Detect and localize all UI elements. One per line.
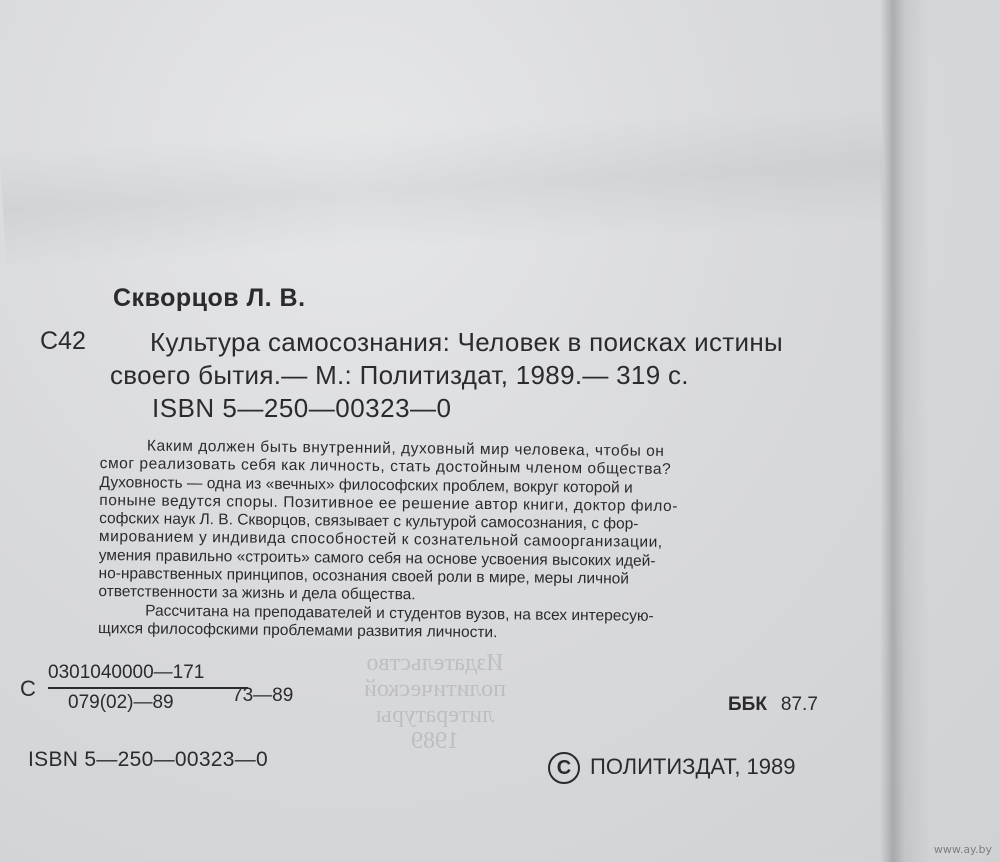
- annotation-line: Духовность — одна из «вечных» философских проблем, вокруг которой и: [99, 473, 633, 497]
- copyright-line: [548, 752, 796, 784]
- index-numerator: 0301040000—171: [48, 662, 205, 683]
- annotation-line: смог реализовать себя как личность, стать достойным членом общества?: [99, 455, 672, 479]
- fraction-bar: [48, 687, 248, 689]
- show-through-text: [315, 650, 555, 754]
- bbk-label: ББК: [728, 694, 767, 715]
- site-watermark: www.ay.by: [933, 843, 992, 856]
- annotation-line: но-нравственных принципов, осознания своей роли в мире, меры личной: [98, 565, 630, 588]
- author-name: Скворцов Л. В.: [113, 284, 306, 312]
- show-through-line: политической: [364, 676, 506, 702]
- annotation-line: Каким должен быть внутренний, духовный мир человека, чтобы он: [146, 437, 665, 460]
- title-line-1: Культура самосознания: Человек в поисках истины: [150, 327, 783, 357]
- annotation-line: умения правильно «строить» самого себя на основе усвоения высоких идей-: [98, 546, 656, 570]
- page-fold-shadow: [0, 104, 885, 270]
- annotation-text: [98, 437, 860, 646]
- title-line-2: своего бытия.— М.: Политиздат, 1989.— 319 с.: [110, 360, 689, 390]
- index-denominator: 079(02)—89: [68, 692, 174, 713]
- publisher-name: ПОЛИТИЗДАТ, 1989: [590, 753, 796, 779]
- classification-code: С42: [40, 327, 86, 355]
- isbn-record: ISBN 5—250—00323—0: [152, 393, 452, 423]
- annotation-line: ответственности за жизнь и дела общества.: [98, 583, 416, 604]
- isbn-footer: ISBN 5—250—00323—0: [28, 748, 269, 771]
- annotation-line: софских наук Л. В. Скворцов, связывает с культурой самосознания, с фор-: [99, 510, 639, 533]
- index-letter: С: [20, 676, 36, 701]
- show-through-line: 1989: [411, 728, 459, 754]
- audience-line: Рассчитана на преподавателей и студентов вузов, на всех интересую-: [145, 602, 654, 625]
- bbk-value: 87.7: [780, 694, 818, 715]
- bbk-code: [728, 694, 818, 716]
- show-through-line: литературы: [375, 702, 495, 728]
- copyright-icon: С: [548, 752, 580, 784]
- annotation-line: поныне ведутся споры. Позитивное ее решение автор книги, доктор фило-: [99, 491, 679, 515]
- index-side-code: 73—89: [232, 685, 294, 706]
- annotation-line: мированием у индивида способностей к сознательной самоорганизации,: [98, 528, 663, 552]
- audience-line: щихся философскими проблемами развития личности.: [97, 619, 498, 642]
- show-through-line: Издательство: [366, 650, 504, 676]
